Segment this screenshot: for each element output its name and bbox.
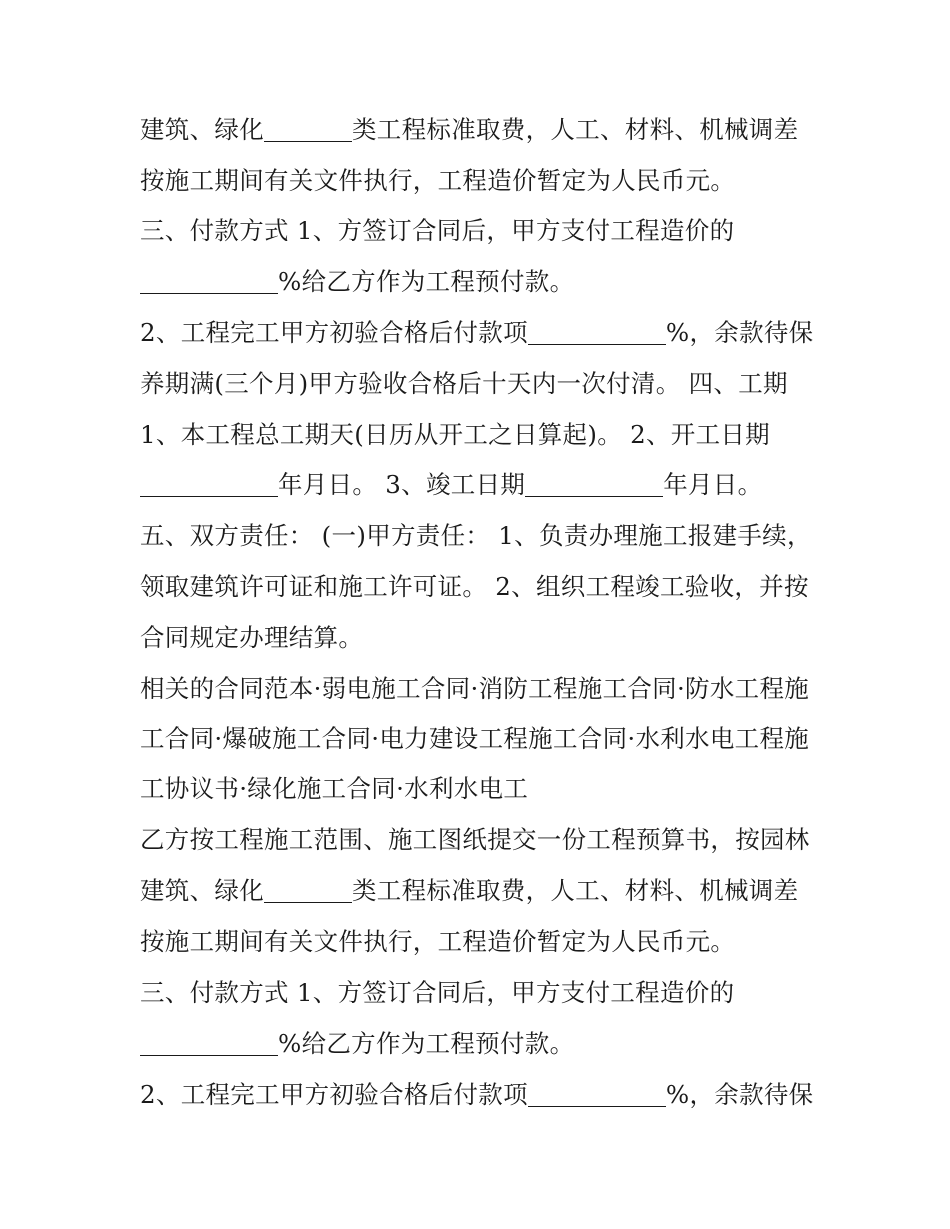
text-line: [140, 262, 840, 302]
line-text: 相关的合同范本·弱电施工合同·消防工程施工合同·防水工程施: [140, 674, 810, 703]
line-text: 三、付款方式 1、方签订合同后，甲方支付工程造价的: [140, 978, 735, 1007]
line-text: 2、工程完工甲方初验合格后付款项: [140, 318, 528, 347]
text-line: [140, 1075, 840, 1115]
line-text: 建筑、绿化: [140, 876, 264, 905]
line-text: 领取建筑许可证和施工许可证。 2、组织工程竣工验收，并按: [140, 572, 809, 601]
text-line: [140, 871, 840, 911]
text-line: [140, 313, 840, 353]
line-text: 按施工期间有关文件执行，工程造价暂定为人民币元。: [140, 927, 736, 956]
line-text: 年月日。 3、竣工日期: [278, 470, 526, 499]
text-line: [140, 618, 840, 658]
line-text: %，余款待保: [665, 318, 814, 347]
line-text: 建筑、绿化: [140, 115, 264, 144]
text-line: [140, 973, 840, 1013]
line-text: 合同规定办理结算。: [140, 623, 364, 652]
text-line: [140, 922, 840, 962]
text-line: [140, 769, 840, 809]
text-line: [140, 415, 840, 455]
line-text: 类工程标准取费，人工、材料、机械调差: [352, 876, 799, 905]
line-text: 乙方按工程施工范围、施工图纸提交一份工程预算书，按园林: [140, 825, 810, 854]
text-line: [140, 1024, 840, 1064]
line-text: 工协议书·绿化施工合同·水利水电工: [140, 774, 529, 803]
line-text: 三、付款方式 1、方签订合同后，甲方支付工程造价的: [140, 216, 735, 245]
fill-in-blank: [140, 1029, 278, 1056]
text-line: [140, 211, 840, 251]
line-text: 五、双方责任： (一)甲方责任： 1、负责办理施工报建手续，: [140, 521, 812, 550]
text-line: [140, 110, 840, 150]
line-text: %，余款待保: [665, 1080, 814, 1109]
line-text: 年月日。: [663, 470, 763, 499]
fill-in-blank: [528, 318, 666, 345]
line-text: %给乙方作为工程预付款。: [278, 267, 575, 296]
fill-in-blank: [525, 470, 663, 497]
line-text: %给乙方作为工程预付款。: [278, 1029, 575, 1058]
fill-in-blank: [528, 1080, 666, 1107]
line-text: 按施工期间有关文件执行，工程造价暂定为人民币元。: [140, 166, 736, 195]
text-line: [140, 567, 840, 607]
line-text: 类工程标准取费，人工、材料、机械调差: [352, 115, 799, 144]
text-line: [140, 465, 840, 505]
fill-in-blank: [140, 470, 278, 497]
text-line: [140, 669, 840, 709]
fill-in-blank: [264, 115, 352, 142]
line-text: 2、工程完工甲方初验合格后付款项: [140, 1080, 528, 1109]
text-line: [140, 820, 840, 860]
line-text: 工合同·爆破施工合同·电力建设工程施工合同·水利水电工程施: [140, 724, 810, 753]
text-line: [140, 516, 840, 556]
text-line: [140, 719, 840, 759]
line-text: 1、本工程总工期天(日历从开工之日算起)。 2、开工日期: [140, 420, 770, 449]
line-text: 养期满(三个月)甲方验收合格后十天内一次付清。 四、工期: [140, 369, 788, 398]
text-line: [140, 161, 840, 201]
fill-in-blank: [264, 876, 352, 903]
fill-in-blank: [140, 267, 278, 294]
text-line: [140, 364, 840, 404]
